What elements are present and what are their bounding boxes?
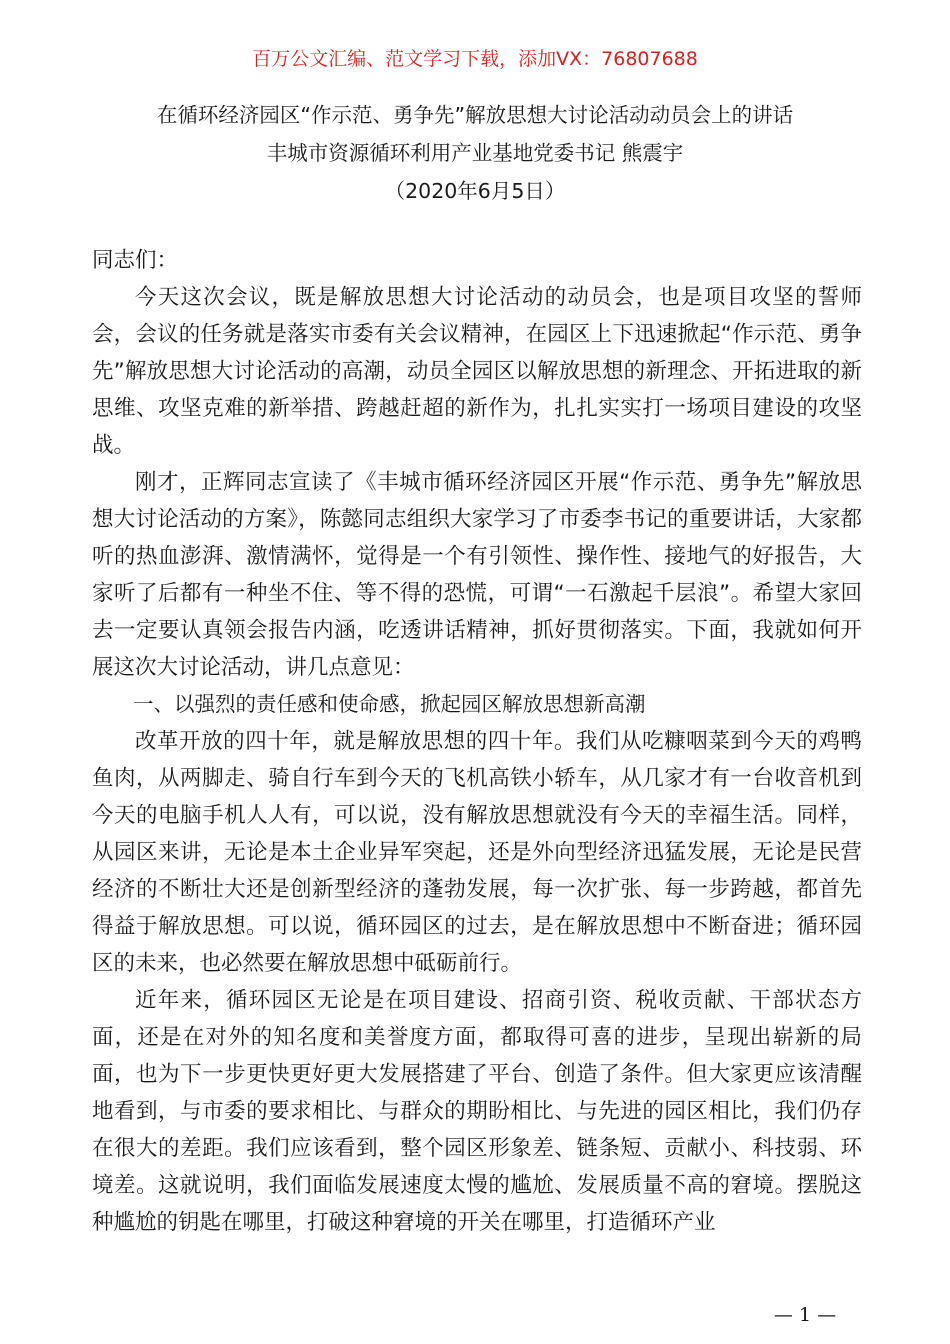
greeting: 同志们： [92, 248, 179, 273]
paragraph: 近年来，循环园区无论是在项目建设、招商引资、税收贡献、干部状态方面，还是在对外的知名度和美誉度方面，都取得可喜的进步，呈现出崭新的局面，也为下一步更快更好更大发展搭建了平台、创造了条件。但大家更应该清醒地看到，与市委的要求相比、与群众的期盼相比、与先进的园区相比，我们仍存在很大的差距。我们应该看到，整个园区形象差、链条短、贡献小、科技弱、环境差。这就说明，我们面临发展速度太慢的尴尬、发展质量不高的窘境。摆脱这种尴尬的钥匙在哪里，打破这种窘境的开关在哪里，打造循环产业 [92, 988, 862, 1235]
document-title: 在循环经济园区“作示范、勇争先”解放思想大讨论活动动员会上的讲话 [156, 103, 794, 127]
section-heading: 一、以强烈的责任感和使命感，掀起园区解放思想新高潮 [133, 692, 646, 716]
paragraph: 今天这次会议，既是解放思想大讨论活动的动员会，也是项目攻坚的誓师会，会议的任务就是落实市委有关会议精神，在园区上下迅速掀起“作示范、勇争先”解放思想大讨论活动的高潮，动员全园区以解放思想的新理念、开拓进取的新思维、攻坚克难的新举措、跨越赶超的新作为，扎扎实实打一场项目建设的攻坚战。 [92, 285, 862, 458]
document-title-block [0, 96, 950, 210]
page-number: — 1 — [773, 1304, 837, 1326]
paragraph: 改革开放的四十年，就是解放思想的四十年。我们从吃糠咽菜到今天的鸡鸭鱼肉，从两脚走、骑自行车到今天的飞机高铁小轿车，从几家才有一台收音机到今天的电脑手机人人有，可以说，没有解放思想就没有今天的幸福生活。同样，从园区来讲，无论是本土企业异军突起，还是外向型经济迅猛发展，无论是民营经济的不断壮大还是创新型经济的蓬勃发展，每一次扩张、每一步跨越，都首先得益于解放思想。可以说，循环园区的过去，是在解放思想中不断奋进；循环园区的未来，也必然要在解放思想中砥砺前行。 [92, 729, 862, 976]
paragraph: 刚才，正辉同志宣读了《丰城市循环经济园区开展“作示范、勇争先”解放思想大讨论活动的方案》，陈懿同志组织大家学习了市委李书记的重要讲话，大家都听的热血澎湃、激情满怀，觉得是一个有引领性、操作性、接地气的好报告，大家听了后都有一种坐不住、等不得的恐慌，可谓“一石激起千层浪”。希望大家回去一定要认真领会报告内涵，吃透讲话精神，抓好贯彻落实。下面，我就如何开展这次大讨论活动，讲几点意见： [92, 470, 862, 680]
date-line: （2020年6月5日） [384, 179, 566, 203]
document-body [92, 242, 862, 1241]
header-banner: 百万公文汇编、范文学习下载，添加VX：76807688 [252, 48, 698, 70]
speaker-line: 丰城市资源循环利用产业基地党委书记 熊震宇 [266, 141, 684, 165]
